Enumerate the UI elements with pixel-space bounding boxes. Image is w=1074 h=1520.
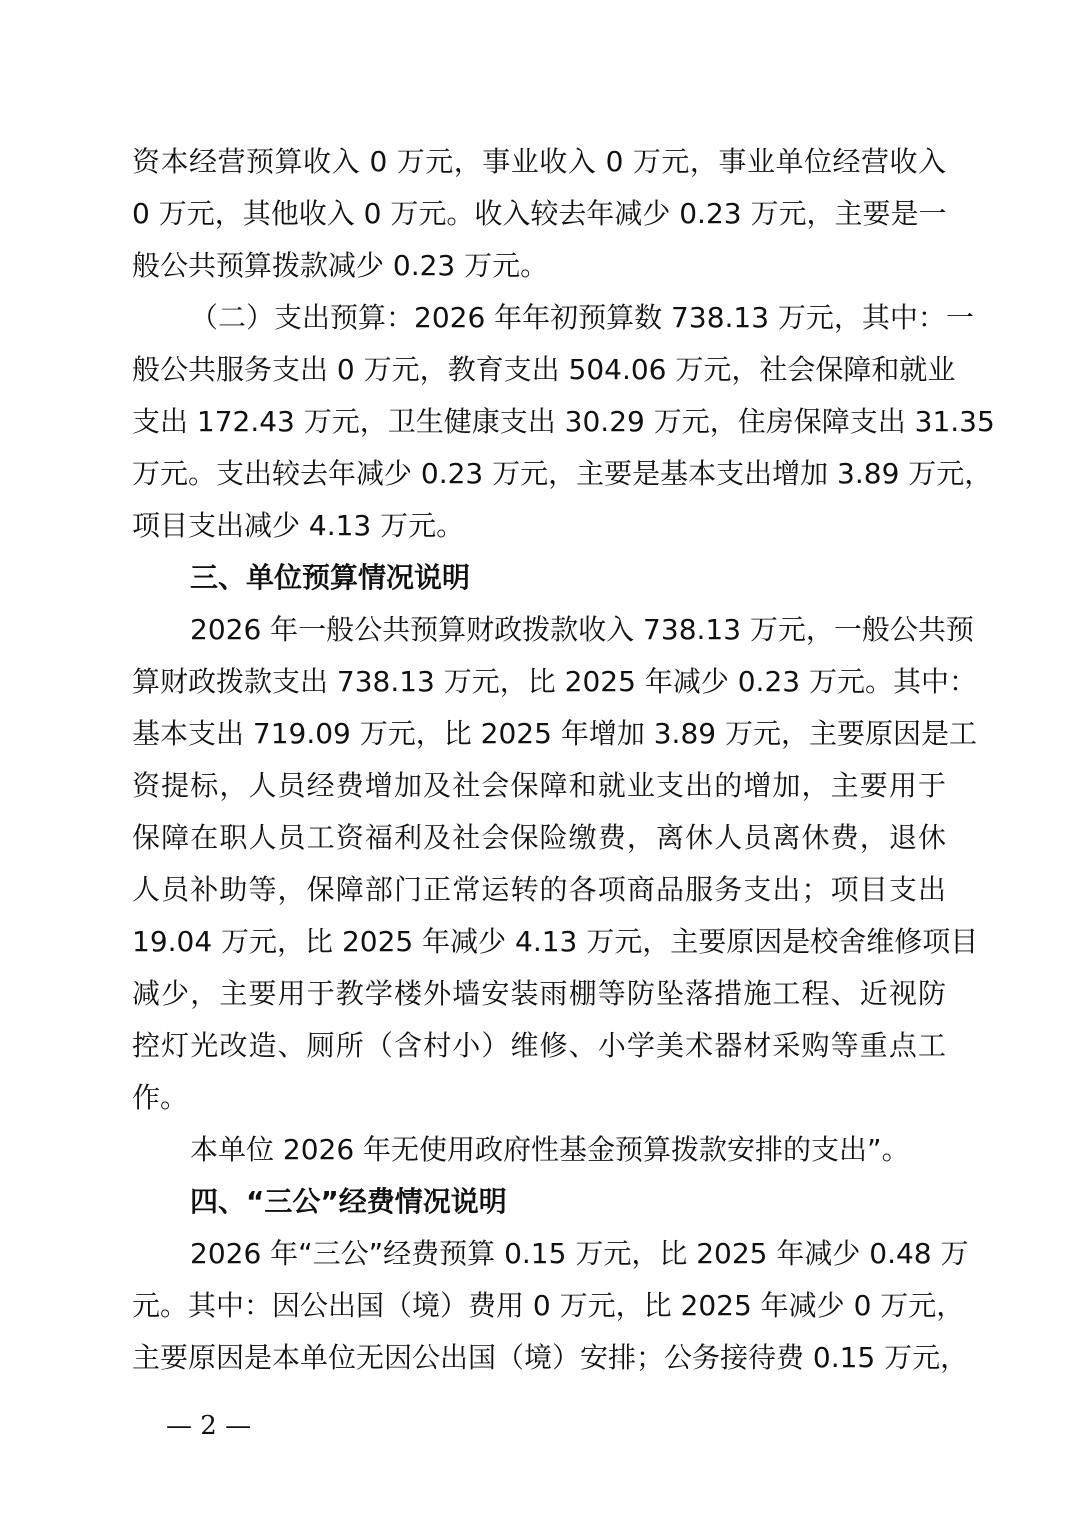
text-line: 19.04 万元，比 2025 年减少 4.13 万元，主要原因是校舍维修项目 <box>132 925 979 958</box>
text-line: 资提标，人员经费增加及社会保障和就业支出的增加，主要用于 <box>132 769 946 802</box>
text-line: 主要原因是本单位无因公出国（境）安排；公务接待费 0.15 万元， <box>132 1341 969 1374</box>
text-line: （二）支出预算：2026 年年初预算数 738.13 万元，其中：一 <box>190 301 974 334</box>
text-line: 般公共服务支出 0 万元，教育支出 504.06 万元，社会保障和就业 <box>132 353 956 386</box>
text-line: 作。 <box>132 1081 189 1114</box>
text-line: 减少，主要用于教学楼外墙安装雨棚等防坠落措施工程、近视防 <box>132 977 946 1010</box>
text-line: 控灯光改造、厕所（含村小）维修、小学美术器材采购等重点工 <box>132 1029 946 1062</box>
text-line: 人员补助等，保障部门正常运转的各项商品服务支出；项目支出 <box>132 873 946 906</box>
document-body <box>132 136 995 1384</box>
text-line: 2026 年一般公共预算财政拨款收入 738.13 万元，一般公共预 <box>190 613 974 646</box>
text-line: 资本经营预算收入 0 万元，事业收入 0 万元，事业单位经营收入 <box>132 145 946 178</box>
text-line: 0 万元，其他收入 0 万元。收入较去年减少 0.23 万元，主要是一 <box>132 197 947 230</box>
section-heading: 四、“三公”经费情况说明 <box>190 1185 507 1218</box>
text-line: 基本支出 719.09 万元，比 2025 年增加 3.89 万元，主要原因是工 <box>132 717 977 750</box>
text-line: 保障在职人员工资福利及社会保险缴费，离休人员离休费，退休 <box>132 821 946 854</box>
text-line: 万元。支出较去年减少 0.23 万元，主要是基本支出增加 3.89 万元， <box>132 457 993 490</box>
text-line: 支出 172.43 万元，卫生健康支出 30.29 万元，住房保障支出 31.35 <box>132 405 995 438</box>
text-line: 元。其中：因公出国（境）费用 0 万元，比 2025 年减少 0 万元， <box>132 1289 965 1322</box>
text-line: 2026 年“三公”经费预算 0.15 万元，比 2025 年减少 0.48 万 <box>190 1237 969 1270</box>
text-line: 本单位 2026 年无使用政府性基金预算拨款安排的支出”。 <box>190 1133 910 1166</box>
section-heading: 三、单位预算情况说明 <box>190 561 471 594</box>
text-line: 算财政拨款支出 738.13 万元，比 2025 年减少 0.23 万元。其中： <box>132 665 977 698</box>
text-line: 般公共预算拨款减少 0.23 万元。 <box>132 249 549 282</box>
text-line: 项目支出减少 4.13 万元。 <box>132 509 465 542</box>
page-number: — 2 — <box>166 1411 252 1441</box>
